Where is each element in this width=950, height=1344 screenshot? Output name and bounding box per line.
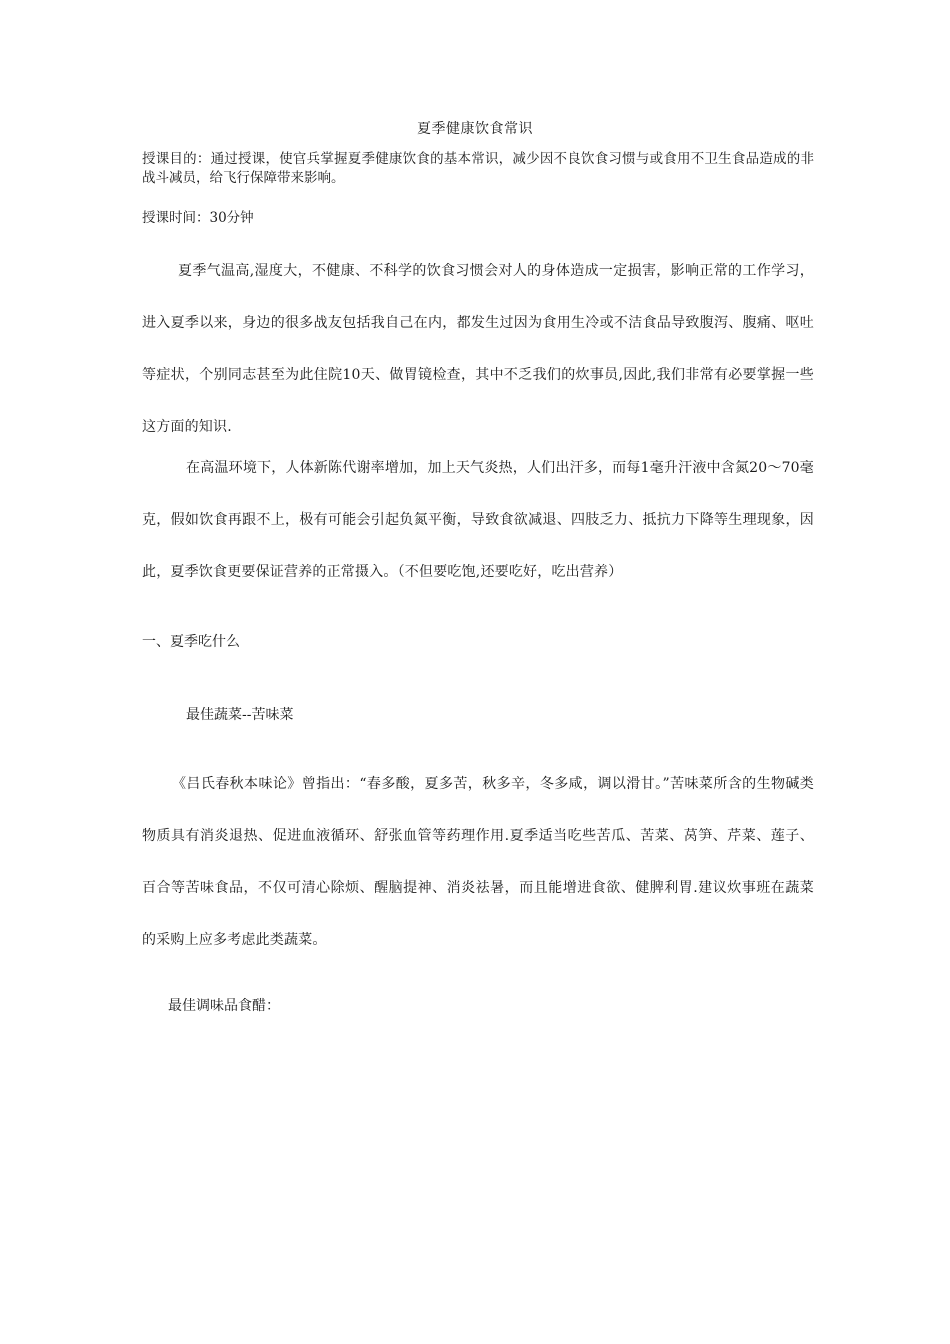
subheading-condiment: 最佳调味品食醋： [168,998,280,1014]
vegetable-paragraph: 《吕氏春秋本味论》曾指出：“春多酸，夏多苦，秋多辛，冬多咸，调以滑甘。”苦味菜所含的生物碱类物质具有消炎退热、促进血液循环、舒张血管等药理作用.夏季适当吃些苦瓜、苦菜、莴笋、芹菜、莲子、百合等苦味食品，不仅可清心除烦、醒脑提神、消炎祛暑，而且能增进食欲、健脾利胃.建议炊事班在蔬菜的采购上应多考虑此类蔬菜。 [142,776,814,948]
purpose-text: 授课目的：通过授课，使官兵掌握夏季健康饮食的基本常识，减少因不良饮食习惯与或食用不卫生食品造成的非战斗减员，给飞行保障带来影响。 [142,151,814,186]
metabolism-paragraph: 在高温环境下，人体新陈代谢率增加，加上天气炎热，人们出汗多，而每1毫升汗液中含氮20〜70毫克，假如饮食再跟不上，极有可能会引起负氮平衡，导致食欲减退、四肢乏力、抵抗力下降等生理现象，因此，夏季饮食更要保证营养的正常摄入。（不但要吃饱,还要吃好，吃出营养） [142,460,814,580]
section-heading: 一、夏季吃什么 [142,634,240,650]
duration-text: 授课时间：30分钟 [142,210,254,226]
intro-paragraph: 夏季气温高,湿度大，不健康、不科学的饮食习惯会对人的身体造成一定损害，影响正常的工作学习，进入夏季以来，身边的很多战友包括我自己在内，都发生过因为食用生冷或不洁食品导致腹泻、腹痛、呕吐等症状，个别同志甚至为此住院10天、做胃镜检查，其中不乏我们的炊事员,因此,我们非常有必要掌握一些这方面的知识. [142,263,814,435]
subheading-vegetable: 最佳蔬菜--苦味菜 [186,707,294,723]
document-title: 夏季健康饮食常识 [417,121,533,137]
